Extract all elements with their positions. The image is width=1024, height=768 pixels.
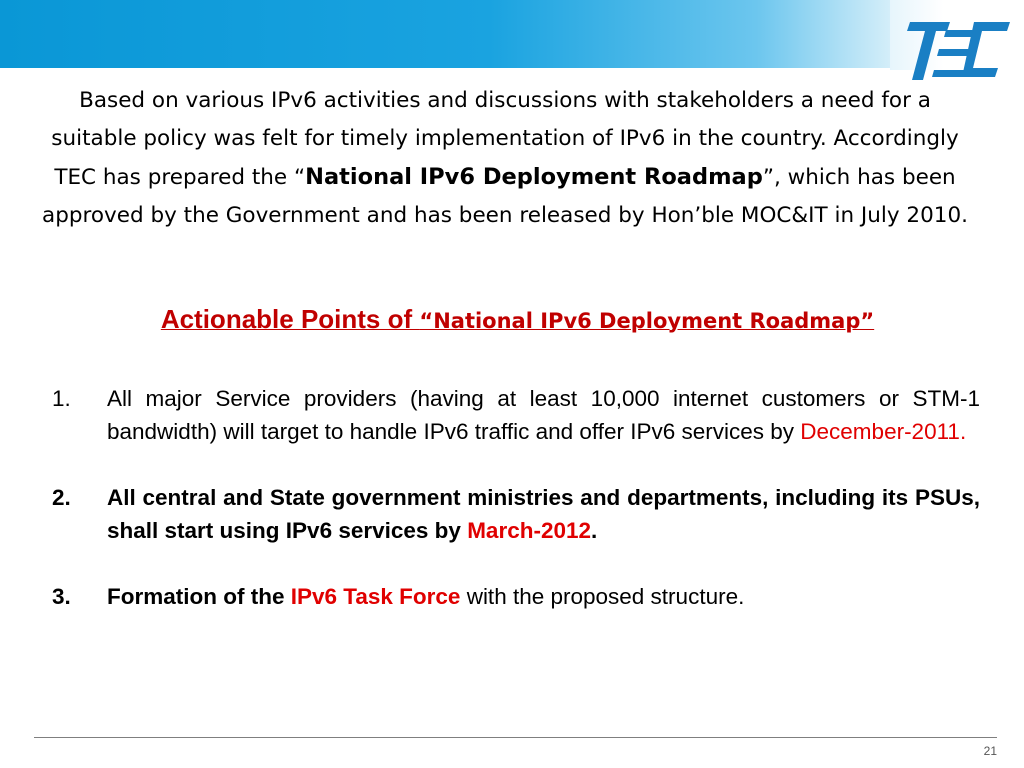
heading-part-2: “National IPv6 Deployment Roadmap” bbox=[419, 309, 875, 333]
page-number: 21 bbox=[983, 744, 997, 758]
list-item bbox=[52, 382, 980, 448]
tec-logo-icon bbox=[890, 0, 1024, 92]
point-text: All central and State government ministries and departments, including its PSUs, shall start using IPv6 services by bbox=[107, 485, 980, 543]
point-text: All major Service providers (having at least 10,000 internet customers or STM-1 bandwidth) will target to handle IPv6 traffic and offer IPv6 services by bbox=[107, 386, 980, 444]
point-tail: with the proposed structure. bbox=[460, 584, 745, 609]
intro-text-before: Based on various IPv6 activities and discussions with stakeholders a need for a suitable policy was felt for timely implementation of IPv6 in the country. Accordingly TEC has prepared the “ bbox=[51, 88, 959, 190]
list-item-number: 3. bbox=[52, 584, 71, 609]
tec-logo bbox=[890, 0, 1024, 92]
roadmap-title: National IPv6 Deployment Roadmap bbox=[305, 164, 763, 190]
list-item-text bbox=[107, 580, 980, 613]
section-heading bbox=[40, 304, 995, 335]
point-text: Formation of the bbox=[107, 584, 291, 609]
point-tail: . bbox=[591, 518, 598, 543]
point-deadline: March-2012 bbox=[467, 518, 592, 543]
list-item-number: 1. bbox=[52, 386, 71, 411]
point-highlight: IPv6 Task Force bbox=[290, 584, 461, 609]
list-item-text bbox=[107, 481, 980, 547]
intro-text-after: ”, which has been approved by the Government and has been released by Hon’ble MOC&IT in July 2010. bbox=[42, 165, 968, 228]
list-item-number: 2. bbox=[52, 485, 71, 510]
footer-divider bbox=[34, 737, 997, 738]
list-item-text bbox=[107, 382, 980, 448]
list-item bbox=[52, 481, 980, 547]
intro-paragraph bbox=[40, 82, 970, 235]
list-item bbox=[52, 580, 980, 613]
heading-part-1: Actionable Points of bbox=[160, 304, 420, 334]
header-banner bbox=[0, 0, 890, 68]
point-deadline: December-2011. bbox=[800, 419, 967, 444]
action-points-list bbox=[52, 382, 980, 646]
